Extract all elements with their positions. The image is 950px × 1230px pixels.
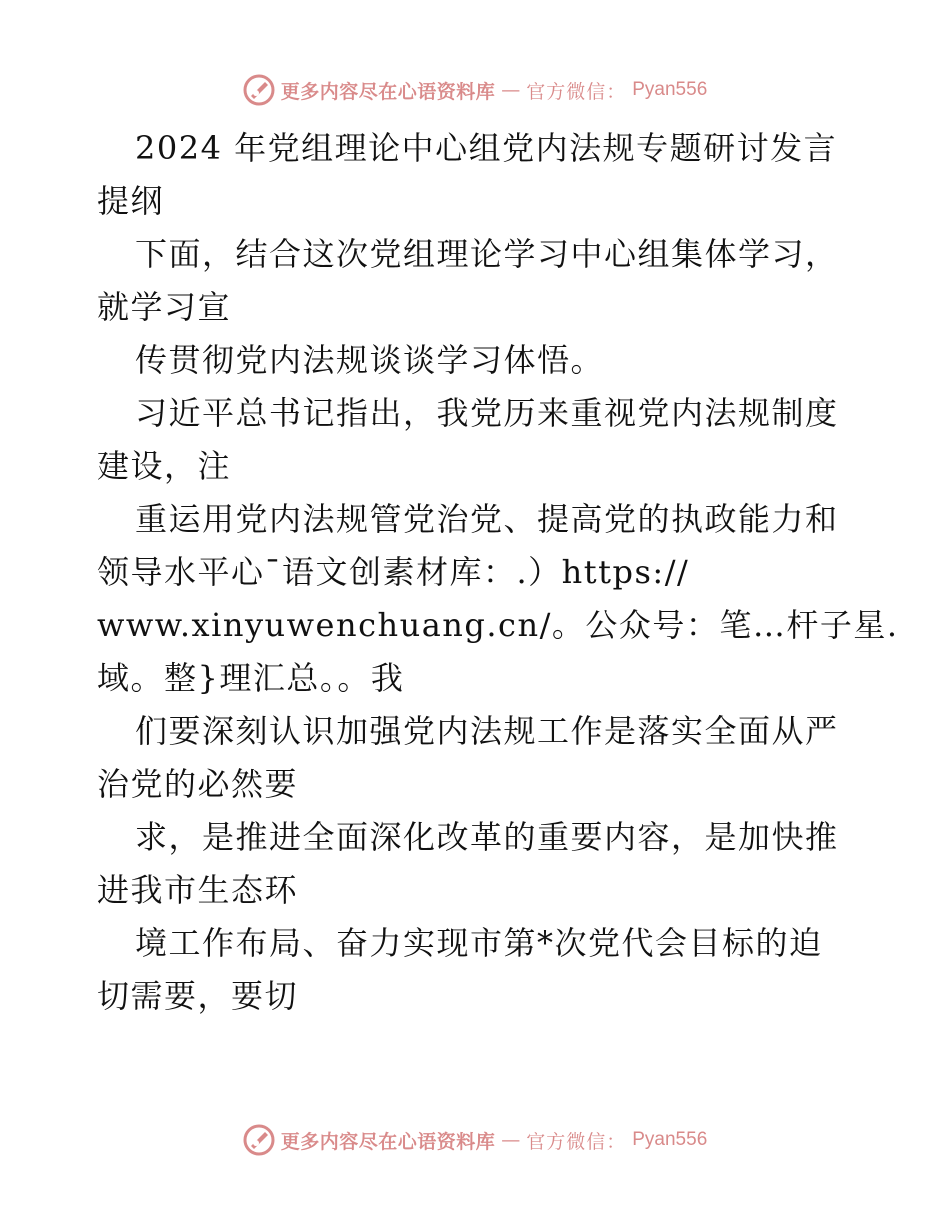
xinyu-logo-icon: [243, 74, 275, 106]
banner-separator: —: [501, 1129, 521, 1151]
doc-line: 就学习宣: [97, 288, 232, 326]
doc-line: 重运用党内法规管党治党、提高党的执政能力和: [135, 500, 839, 538]
doc-line: 领导水平心¯语文创素材库：.）https://: [97, 553, 690, 591]
doc-line: 切需要，要切: [97, 977, 299, 1015]
doc-line: 治党的必然要: [97, 765, 299, 803]
doc-line: 境工作布局、奋力实现市第*次党代会目标的迫: [135, 924, 823, 962]
doc-line: 求，是推进全面深化改革的重要内容，是加快推: [135, 818, 839, 856]
doc-title-line-1: 2024 年党组理论中心组党内法规专题研讨发言: [135, 129, 838, 167]
banner-wechat-id: Pyan556: [632, 79, 708, 100]
doc-line: 下面，结合这次党组理论学习中心组集体学习，: [135, 235, 839, 273]
banner-separator: —: [501, 79, 521, 101]
doc-line: 习近平总书记指出，我党历来重视党内法规制度: [135, 394, 839, 432]
xinyu-logo-icon: [243, 1124, 275, 1156]
doc-line: www.xinyuwenchuang.cn/。公众号：笔…杆子星.: [97, 606, 899, 644]
banner-brand-text: 更多内容尽在心语资料库: [280, 1130, 496, 1153]
banner-wechat-label: 官方微信：: [526, 1130, 627, 1153]
doc-line: 们要深刻认识加强党内法规工作是落实全面从严: [135, 712, 839, 750]
doc-line: 建设，注: [97, 447, 232, 485]
doc-line: 进我市生态环: [97, 871, 299, 909]
footer-banner: [0, 1122, 950, 1158]
document-body: [97, 122, 899, 1023]
banner-brand-text: 更多内容尽在心语资料库: [280, 80, 496, 103]
header-banner: [0, 72, 950, 108]
doc-line: 传贯彻党内法规谈谈学习体悟。: [135, 341, 605, 379]
doc-title-line-2: 提纲: [97, 182, 165, 220]
banner-wechat-label: 官方微信：: [526, 80, 627, 103]
doc-line: 域。整}理汇总。。我: [97, 659, 405, 697]
banner-wechat-id: Pyan556: [632, 1129, 708, 1150]
